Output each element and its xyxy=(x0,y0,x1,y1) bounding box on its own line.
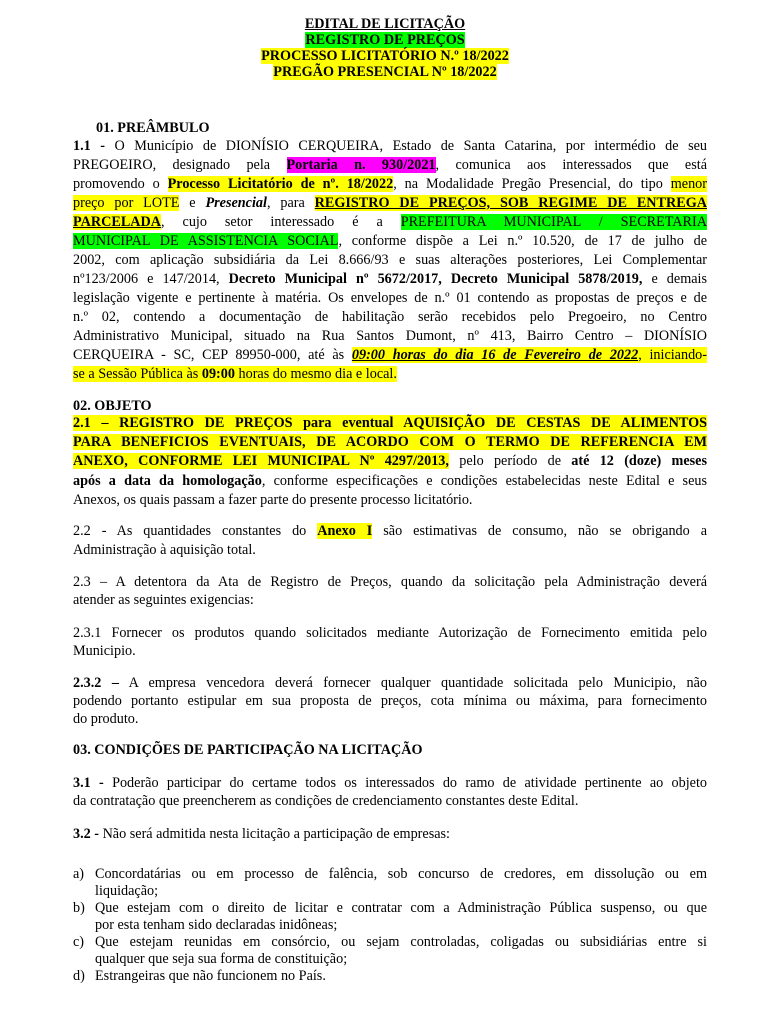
paragraph-line: 2.1 – REGISTRO DE PREÇOS para eventual AQUISIÇÃO DE CESTAS DE ALIMENTOS xyxy=(73,415,707,431)
paragraph-line: do produto. xyxy=(73,711,139,727)
paragraph-line: Administração à aquisição total. xyxy=(73,542,256,558)
list-item: b) Que estejam com o direito de licitar e contratar com a Administração Pública suspenso, ou que por esta tenham sido declaradas inidôneas; xyxy=(73,900,707,933)
paragraph-line: PARA BENEFICIOS EVENTUAIS, DE ACORDO COM O TERMO DE REFERENCIA EM xyxy=(73,434,707,450)
session-date-highlight: 09:00 horas do dia 16 de Fevereiro de 2022 xyxy=(351,347,639,363)
subtitle-pregao: PREGÃO PRESENCIAL Nº 18/2022 xyxy=(273,64,497,80)
paragraph-line: CERQUEIRA - SC, CEP 89950-000, até às 09:00 horas do dia 16 de Fevereiro de 2022, iniciando- xyxy=(73,347,707,363)
portaria-highlight: Portaria n. 930/2021 xyxy=(286,157,436,173)
paragraph-line: nº123/2006 e 147/2014, Decreto Municipal nº 5672/2017, Decreto Municipal 5878/2019, e demais xyxy=(73,271,707,287)
subtitle-registro: REGISTRO DE PREÇOS xyxy=(305,32,465,48)
paragraph-line: podendo portanto estipular em sua proposta de preços, cota mínima ou máxima, para fornecimento xyxy=(73,693,707,709)
subtitle-processo: PROCESSO LICITATÓRIO N.º 18/2022 xyxy=(261,48,509,64)
paragraph-line: 2.2 - As quantidades constantes do Anexo I são estimativas de consumo, não se obrigando a xyxy=(73,523,707,539)
paragraph-line: 2.3 – A detentora da Ata de Registro de Preços, quando da solicitação pela Administração deverá xyxy=(73,574,707,590)
paragraph-line: n.º 02, contendo a documentação de habilitação serão recebidos pelo Pregoeiro, no Centro xyxy=(73,309,707,325)
paragraph-line: promovendo o Processo Licitatório de nº. 18/2022, na Modalidade Pregão Presencial, do tipo menor xyxy=(73,176,707,192)
paragraph-line: legislação vigente e pertinente à matéria. Os envelopes de n.º 01 contendo as propostas de preços e de xyxy=(73,290,707,306)
paragraph-line: 2002, com aplicação subsidiária da Lei 8.666/93 e suas alterações posteriores, Lei Complementar xyxy=(73,252,707,268)
paragraph-line: se a Sessão Pública às 09:00 horas do mesmo dia e local. xyxy=(73,366,397,382)
paragraph-line: da contratação que preencherem as condições de credenciamento constantes deste Edital. xyxy=(73,793,579,809)
paragraph-line: após a data da homologação, conforme especificações e condições estabelecidas neste Edital e seus xyxy=(73,473,707,489)
section-heading-participacao: 03. CONDIÇÕES DE PARTICIPAÇÃO NA LICITAÇÃO xyxy=(73,742,423,758)
paragraph-line: PARCELADA, cujo setor interessado é a PREFEITURA MUNICIPAL / SECRETARIA xyxy=(73,214,707,230)
list-item: c) Que estejam reunidas em consórcio, ou sejam controladas, coligadas ou subsidiárias entre si qualquer que seja sua forma de constituição; xyxy=(73,934,707,967)
anexo-highlight: Anexo I xyxy=(317,523,373,539)
paragraph-line: preço por LOTE e Presencial, para REGISTRO DE PREÇOS, SOB REGIME DE ENTREGA xyxy=(73,195,707,211)
paragraph-line: Anexos, os quais passam a fazer parte do presente processo licitatório. xyxy=(73,492,473,508)
section-heading-objeto: 02. OBJETO xyxy=(73,398,152,414)
paragraph-line: MUNICIPAL DE ASSISTENCIA SOCIAL, conforme dispõe a Lei n.º 10.520, de 17 de julho de xyxy=(73,233,707,249)
paragraph-line: 1.1 - O Município de DIONÍSIO CERQUEIRA, Estado de Santa Catarina, por intermédio de seu xyxy=(73,138,707,154)
paragraph-line: atender as seguintes exigencias: xyxy=(73,592,254,608)
paragraph-line: 2.3.1 Fornecer os produtos quando solicitados mediante Autorização de Fornecimento emitida pelo xyxy=(73,625,707,641)
list-item: d) Estrangeiras que não funcionem no País. xyxy=(73,968,326,984)
paragraph-line: ANEXO, CONFORME LEI MUNICIPAL Nº 4297/2013, pelo período de até 12 (doze) meses xyxy=(73,453,707,469)
document-title: EDITAL DE LICITAÇÃO xyxy=(304,16,466,32)
paragraph-line: PREGOEIRO, designado pela Portaria n. 930/2021, comunica aos interessados que está xyxy=(73,157,707,173)
document-header xyxy=(0,16,770,80)
paragraph-line: 3.1 - Poderão participar do certame todos os interessados do ramo de atividade pertinente ao objeto xyxy=(73,775,707,791)
paragraph-line: 2.3.2 – A empresa vencedora deverá fornecer qualquer quantidade solicitada pelo Municipio, não xyxy=(73,675,707,691)
paragraph-line: Municipio. xyxy=(73,643,136,659)
section-heading-preambulo: 01. PREÂMBULO xyxy=(96,120,210,136)
paragraph-line: 3.2 - Não será admitida nesta licitação a participação de empresas: xyxy=(73,826,450,842)
paragraph-line: Administrativo Municipal, situado na Rua Santos Dumont, nº 413, Bairro Centro – DIONÍSIO xyxy=(73,328,707,344)
list-item: a) Concordatárias ou em processo de falência, sob concurso de credores, em dissolução ou em liquidação; xyxy=(73,866,707,899)
